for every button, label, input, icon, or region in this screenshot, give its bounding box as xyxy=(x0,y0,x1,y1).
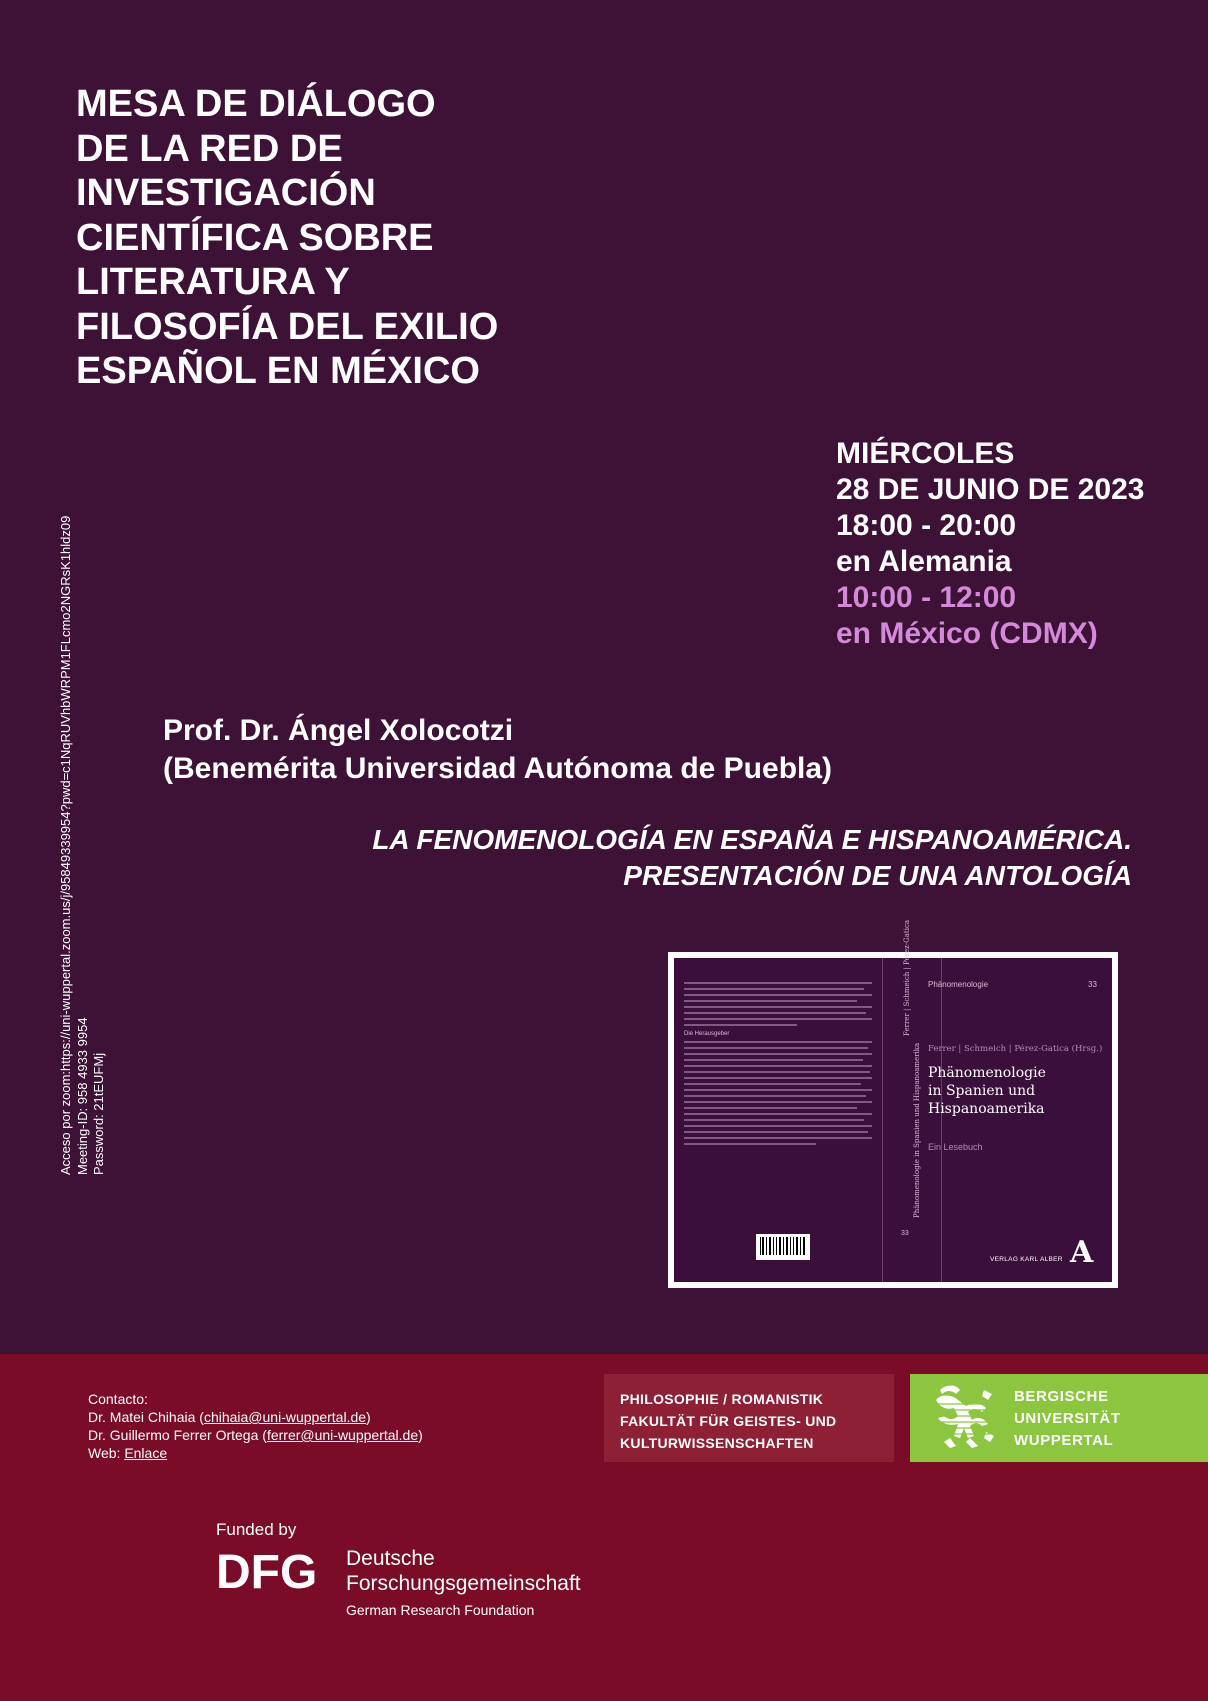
talk-title xyxy=(232,822,1132,894)
email-link-ferrer[interactable]: ferrer@uni-wuppertal.de xyxy=(266,1427,419,1443)
contact-block xyxy=(88,1390,423,1462)
weekday: MIÉRCOLES xyxy=(836,437,1015,470)
faculty-box xyxy=(604,1374,894,1462)
book-authors: Ferrer | Schmeich | Pérez-Gatica (Hrsg.) xyxy=(928,1044,1103,1054)
contact-suffix: ) xyxy=(418,1427,423,1443)
talk-title-line: LA FENOMENOLOGÍA EN ESPAÑA E HISPANOAMÉRICA. xyxy=(372,824,1132,855)
date-text: 28 DE JUNIO DE 2023 xyxy=(836,473,1145,506)
publisher-logo: A xyxy=(1070,1235,1094,1270)
contact-suffix: ) xyxy=(366,1409,371,1425)
title-line: DE LA RED DE xyxy=(76,127,343,170)
book-title-line: Hispanoamerika xyxy=(928,1101,1045,1117)
book-cover xyxy=(674,919,1112,1282)
dfg-name-line: Deutsche xyxy=(346,1547,435,1570)
zoom-link[interactable]: Acceso por zoom:https://uni-wuppertal.zoom.us/j/95849339954?pwd=c1NqRUVhbWRPM1FLcmo2NGRsK1hldz09 xyxy=(58,515,73,1175)
web-link[interactable]: Enlace xyxy=(124,1445,168,1461)
title-line: LITERATURA Y xyxy=(76,261,350,303)
funded-by-label: Funded by xyxy=(216,1520,297,1539)
book-title xyxy=(928,1064,1098,1118)
book-spine-authors: Ferrer | Schmeich | Pérez-Gatica xyxy=(903,919,911,1036)
book-back-text xyxy=(684,978,872,1149)
contact-person-2 xyxy=(88,1426,423,1444)
book-spine-title: Phänomenologie in Spanien und Hispanoamerika xyxy=(913,1042,921,1218)
lion-icon xyxy=(926,1380,1002,1456)
zoom-meeting-id: Meeting-ID: 958 4933 9954 xyxy=(74,1017,90,1175)
book-subtitle: Ein Lesebuch xyxy=(928,1142,983,1152)
speaker-affiliation: (Benemérita Universidad Autónoma de Puebla) xyxy=(163,752,833,785)
university-name-line: UNIVERSITÄT xyxy=(1014,1410,1121,1427)
zoom-password: Password: 21tEUFMj xyxy=(91,1052,106,1175)
barcode-icon xyxy=(756,1234,810,1260)
title-line: MESA DE DIÁLOGO xyxy=(76,83,436,125)
web-label: Web: xyxy=(88,1445,125,1461)
university-name-line: WUPPERTAL xyxy=(1014,1432,1114,1449)
event-datetime xyxy=(836,436,1144,652)
dfg-name xyxy=(346,1546,581,1596)
book-publisher: VERLAG KARL ALBER xyxy=(990,1256,1063,1263)
contact-person-1 xyxy=(88,1408,423,1426)
zoom-info xyxy=(58,516,108,1175)
contact-name: Dr. Guillermo Ferrer Ortega ( xyxy=(88,1427,267,1443)
faculty-line: KULTURWISSENSCHAFTEN xyxy=(620,1435,814,1451)
title-line: FILOSOFÍA DEL EXILIO xyxy=(76,305,499,348)
university-name xyxy=(1014,1386,1121,1452)
time-germany: 18:00 - 20:00 xyxy=(836,509,1017,542)
book-spine-number: 33 xyxy=(901,1230,909,1237)
title-line: CIENTÍFICA SOBRE xyxy=(76,216,434,259)
place-mexico: en México (CDMX) xyxy=(836,617,1098,650)
university-logo-box xyxy=(910,1374,1208,1462)
title-line: ESPAÑOL EN MÉXICO xyxy=(76,350,480,392)
event-title xyxy=(76,82,596,394)
book-spine xyxy=(882,919,942,1282)
dfg-name-line: Forschungsgemeinschaft xyxy=(346,1572,581,1595)
speaker-name: Prof. Dr. Ángel Xolocotzi xyxy=(163,714,514,747)
book-series: Phänomenologie xyxy=(928,980,989,989)
speaker xyxy=(163,712,832,788)
book-back-heading: Die Herausgeber xyxy=(684,1031,730,1037)
email-link-chihaia[interactable]: chihaia@uni-wuppertal.de xyxy=(203,1409,367,1425)
title-line: INVESTIGACIÓN xyxy=(76,172,376,214)
contact-web xyxy=(88,1444,423,1462)
dfg-logo xyxy=(216,1548,330,1594)
book-title-line: Phänomenologie xyxy=(928,1065,1046,1081)
time-mexico: 10:00 - 12:00 xyxy=(836,581,1017,614)
dfg-name-english: German Research Foundation xyxy=(346,1602,535,1618)
talk-title-line: PRESENTACIÓN DE UNA ANTOLOGÍA xyxy=(623,860,1132,891)
dfg-logo-text: DFG xyxy=(216,1548,318,1594)
contact-label: Contacto: xyxy=(88,1391,148,1407)
place-germany: en Alemania xyxy=(836,545,1012,578)
faculty-line: PHILOSOPHIE / ROMANISTIK xyxy=(620,1391,824,1407)
contact-name: Dr. Matei Chihaia ( xyxy=(88,1409,204,1425)
university-name-line: BERGISCHE xyxy=(1014,1388,1109,1405)
book-number: 33 xyxy=(1088,980,1097,989)
book-cover-image xyxy=(668,919,1118,1288)
book-title-line: in Spanien und xyxy=(928,1083,1036,1099)
faculty-line: FAKULTÄT FÜR GEISTES- UND xyxy=(620,1413,837,1429)
